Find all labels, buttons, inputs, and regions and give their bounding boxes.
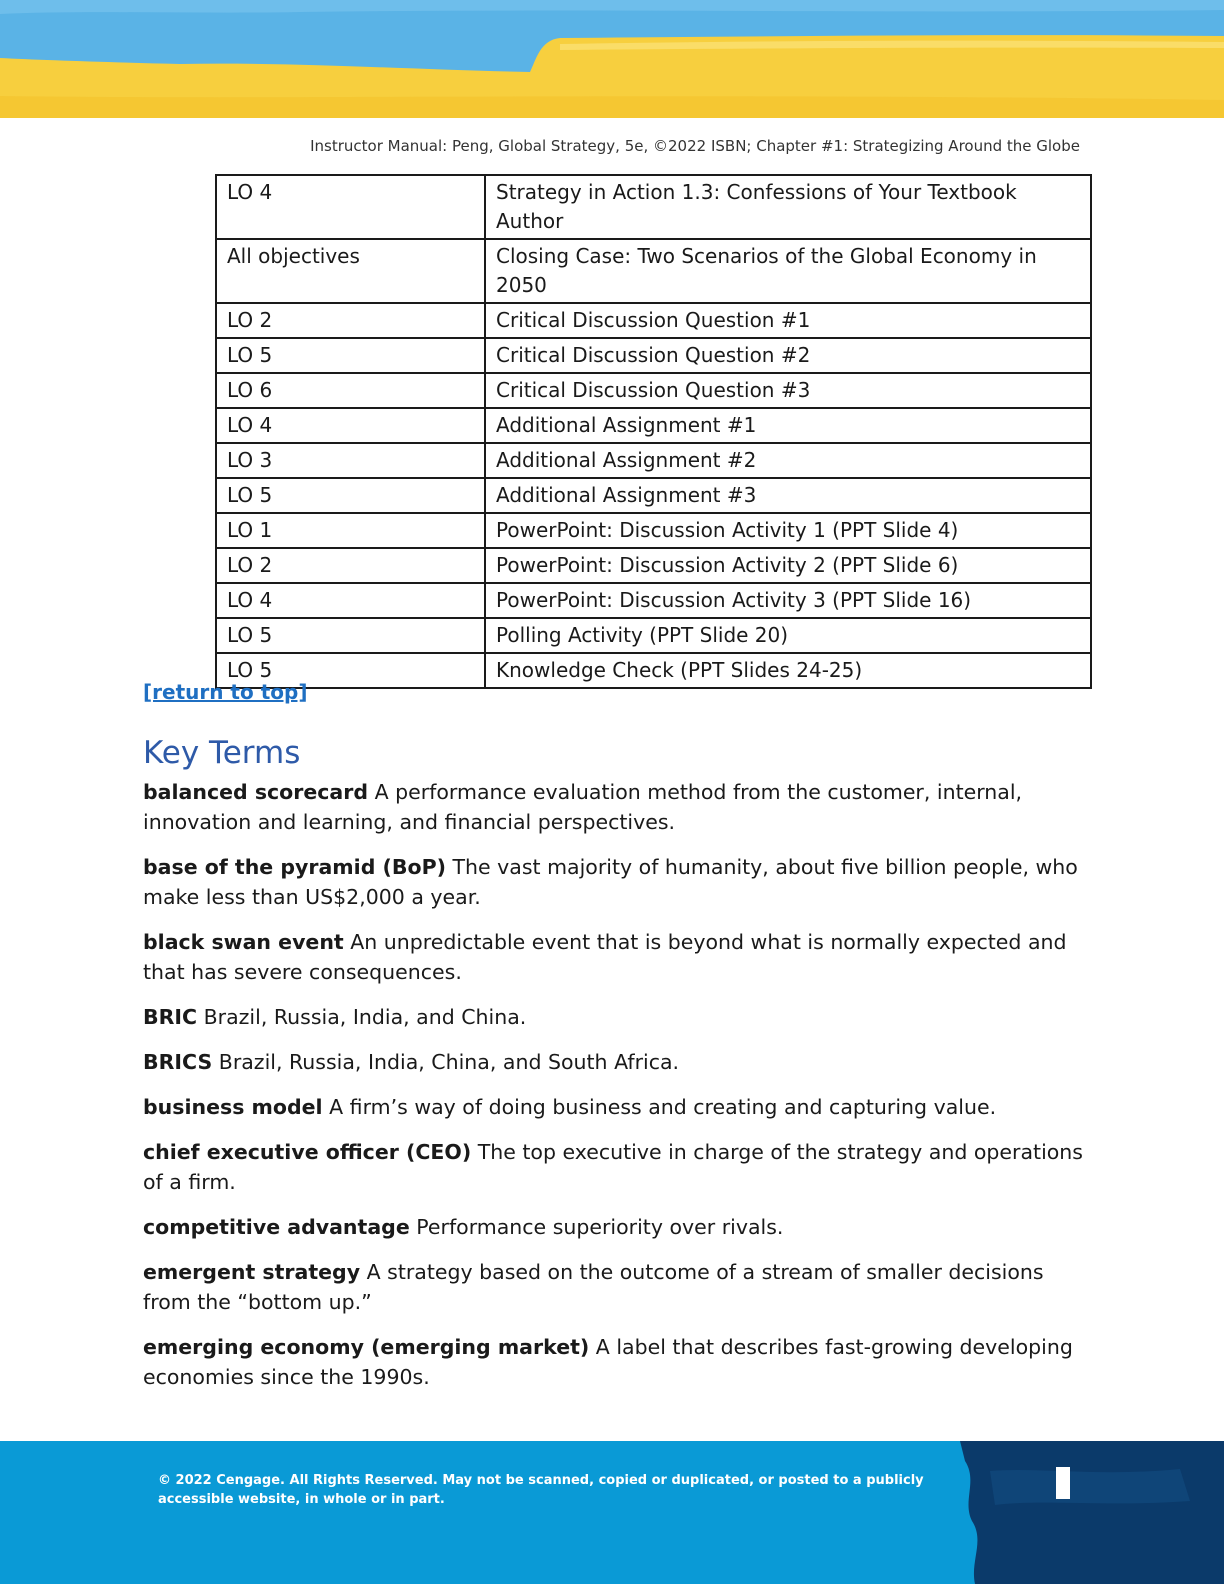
activity-cell: Knowledge Check (PPT Slides 24-25) (485, 653, 1091, 688)
activity-cell: Strategy in Action 1.3: Confessions of Your Textbook Author (485, 175, 1091, 239)
key-term-name: competitive advantage (143, 1215, 410, 1239)
table-row (216, 513, 1091, 548)
lo-cell: LO 2 (216, 548, 485, 583)
key-term-name: emerging economy (emerging market) (143, 1335, 590, 1359)
activity-cell: PowerPoint: Discussion Activity 3 (PPT Slide 16) (485, 583, 1091, 618)
key-term-definition: Performance superiority over rivals. (409, 1215, 784, 1239)
key-term-definition: A performance evaluation method from the customer, internal, innovation and learning, and financial perspectives. (143, 780, 1023, 834)
activity-cell: PowerPoint: Discussion Activity 2 (PPT Slide 6) (485, 548, 1091, 583)
key-term-definition: Brazil, Russia, India, and China. (197, 1005, 527, 1029)
key-term-name: BRICS (143, 1050, 213, 1074)
activity-cell: Additional Assignment #2 (485, 443, 1091, 478)
key-term-name: business model (143, 1095, 323, 1119)
activity-cell: Polling Activity (PPT Slide 20) (485, 618, 1091, 653)
banner-art (0, 0, 1224, 122)
key-terms-list (143, 777, 1083, 1407)
key-term-item (143, 1047, 1083, 1077)
lo-cell: LO 5 (216, 653, 485, 688)
lo-cell: LO 1 (216, 513, 485, 548)
footer (0, 1441, 1224, 1584)
learning-objectives-table (215, 174, 1092, 689)
table-row (216, 443, 1091, 478)
activity-cell: Critical Discussion Question #1 (485, 303, 1091, 338)
lo-cell: LO 4 (216, 408, 485, 443)
key-term-item (143, 1212, 1083, 1242)
lo-cell: All objectives (216, 239, 485, 303)
table-row (216, 408, 1091, 443)
table-row (216, 653, 1091, 688)
key-term-name: base of the pyramid (BoP) (143, 855, 446, 879)
activity-cell: Critical Discussion Question #3 (485, 373, 1091, 408)
lo-cell: LO 3 (216, 443, 485, 478)
lo-cell: LO 5 (216, 618, 485, 653)
key-term-definition: The top executive in charge of the strategy and operations of a firm. (143, 1140, 1083, 1194)
table-row (216, 239, 1091, 303)
lo-cell: LO 4 (216, 583, 485, 618)
table-row (216, 478, 1091, 513)
key-term-name: black swan event (143, 930, 344, 954)
lo-cell: LO 5 (216, 338, 485, 373)
key-term-item (143, 1257, 1083, 1317)
key-term-item (143, 1332, 1083, 1392)
key-term-name: BRIC (143, 1005, 198, 1029)
key-term-item (143, 852, 1083, 912)
table-row (216, 373, 1091, 408)
key-terms-heading: Key Terms (143, 735, 301, 771)
activity-cell: PowerPoint: Discussion Activity 1 (PPT Slide 4) (485, 513, 1091, 548)
table-row (216, 548, 1091, 583)
key-term-item (143, 1002, 1083, 1032)
table-row (216, 303, 1091, 338)
table-row (216, 175, 1091, 239)
key-term-item (143, 1092, 1083, 1122)
lo-cell: LO 2 (216, 303, 485, 338)
lo-cell: LO 6 (216, 373, 485, 408)
header-banner (0, 0, 1224, 122)
key-term-definition: The vast majority of humanity, about five billion people, who make less than US$2,000 a year. (143, 855, 1078, 909)
table-row (216, 583, 1091, 618)
activity-cell: Closing Case: Two Scenarios of the Global Economy in 2050 (485, 239, 1091, 303)
table-row (216, 338, 1091, 373)
key-term-item (143, 777, 1083, 837)
return-to-top-link[interactable]: [return to top] (143, 680, 308, 704)
key-term-item (143, 927, 1083, 987)
activity-cell: Additional Assignment #1 (485, 408, 1091, 443)
lo-cell: LO 4 (216, 175, 485, 239)
activity-cell: Additional Assignment #3 (485, 478, 1091, 513)
key-term-definition: Brazil, Russia, India, China, and South Africa. (212, 1050, 680, 1074)
key-term-definition: A firm’s way of doing business and creating and capturing value. (322, 1095, 997, 1119)
key-term-name: balanced scorecard (143, 780, 369, 804)
lo-cell: LO 5 (216, 478, 485, 513)
key-term-definition: An unpredictable event that is beyond what is normally expected and that has severe consequences. (143, 930, 1067, 984)
copyright-notice: © 2022 Cengage. All Rights Reserved. May not be scanned, copied or duplicated, or posted to a publicly accessible website, in whole or in part. (158, 1473, 924, 1507)
page-number (1056, 1467, 1070, 1499)
running-header: Instructor Manual: Peng, Global Strategy, 5e, ©2022 ISBN; Chapter #1: Strategizing Around the Globe (310, 137, 1080, 155)
key-term-definition: A strategy based on the outcome of a stream of smaller decisions from the “bottom up.” (143, 1260, 1044, 1314)
activity-cell: Critical Discussion Question #2 (485, 338, 1091, 373)
key-term-item (143, 1137, 1083, 1197)
table-row (216, 618, 1091, 653)
key-term-name: chief executive officer (CEO) (143, 1140, 472, 1164)
key-term-definition: A label that describes fast-growing developing economies since the 1990s. (143, 1335, 1073, 1389)
footer-art (0, 1441, 1224, 1584)
key-term-name: emergent strategy (143, 1260, 361, 1284)
